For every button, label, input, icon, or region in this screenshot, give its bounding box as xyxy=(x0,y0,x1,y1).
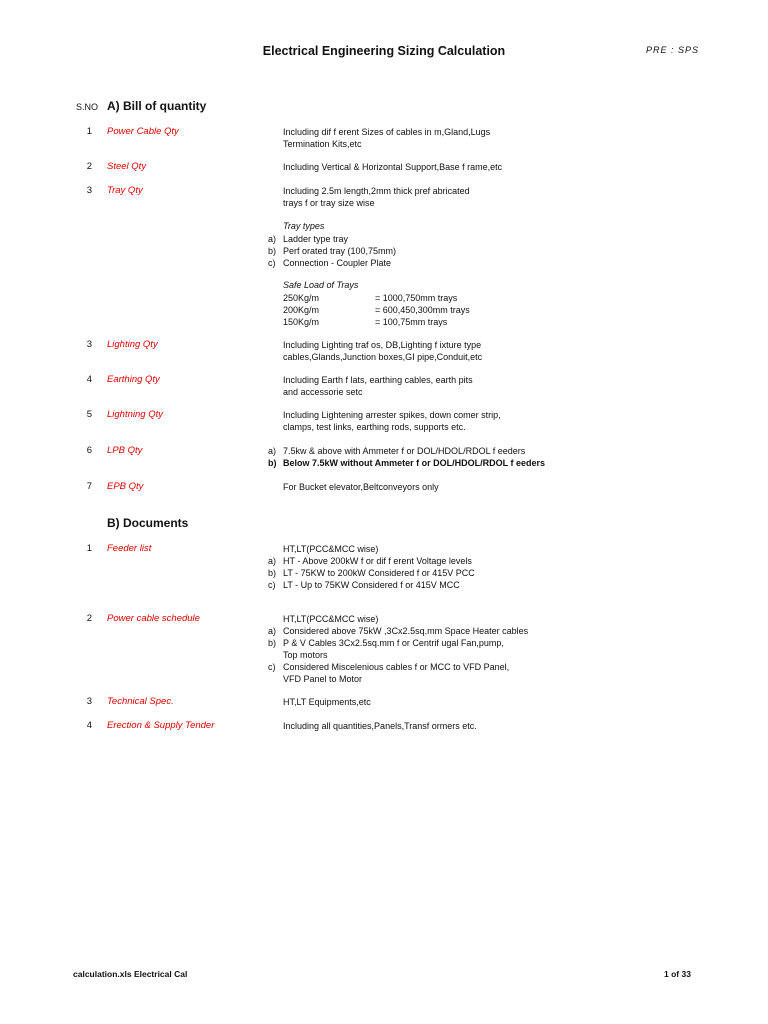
reference-code: PRE : SPS xyxy=(646,45,700,55)
item-name-lighting: Lighting Qty xyxy=(107,339,158,350)
doc-name-power-cable-schedule: Power cable schedule xyxy=(107,613,200,624)
page-title: Electrical Engineering Sizing Calculation xyxy=(262,44,506,58)
doc-number: 4 xyxy=(86,720,92,731)
footer-filename: calculation.xls Electrical Cal xyxy=(73,969,188,979)
footer-page-number: 1 of 33 xyxy=(664,969,691,979)
feeder-list: a) HT - Above 200kW f or dif f erent Voltage levels b) LT - 75KW to 200kW Considered f or 415V PCC c) LT - Up to 75KW Considered f or 415V MCC xyxy=(268,556,475,590)
tray-types-list: a) Ladder type tray b) Perf orated tray (100,75mm) c) Connection - Coupler Plate xyxy=(268,234,397,268)
doc-number: 2 xyxy=(86,613,92,624)
schedule-list: a) Considered above 75kW ,3Cx2.5sq.mm Space Heater cables b) P & V Cables 3Cx2.5sq.mm f or Centrif ugal Fan,pump, Top motors c) Considered Miscelenious cables f or MCC to VFD Panel, VFD Panel to Motor xyxy=(268,626,529,684)
item-name-tray: Tray Qty xyxy=(107,185,143,196)
sno-label: S.NO xyxy=(76,102,99,112)
safe-load-table: 250Kg/m = 1000,750mm trays 200Kg/m = 600,450,300mm trays 150Kg/m = 100,75mm trays xyxy=(283,293,470,327)
doc-number: 1 xyxy=(86,543,92,554)
item-number: 5 xyxy=(86,409,92,420)
item-name-lpb: LPB Qty xyxy=(107,445,143,456)
item-number: 3 xyxy=(86,185,92,196)
item-description: Including dif f erent Sizes of cables in m,Gland,Lugs Termination Kits,etc xyxy=(283,127,491,149)
item-name-power-cable: Power Cable Qty xyxy=(107,126,179,137)
item-name-earthing: Earthing Qty xyxy=(107,374,160,385)
doc-name-feeder-list: Feeder list xyxy=(107,543,152,554)
tray-types-heading: Tray types xyxy=(283,221,325,231)
item-description: Including Earth f lats, earthing cables, earth pits and accessorie setc xyxy=(283,375,473,397)
item-number: 2 xyxy=(86,161,92,172)
item-number: 3 xyxy=(86,339,92,350)
item-description: Including Lighting traf os, DB,Lighting f ixture type cables,Glands,Junction boxes,GI pipe,Conduit,etc xyxy=(283,340,483,362)
item-number: 7 xyxy=(86,481,92,492)
doc-description: Including all quantities,Panels,Transf ormers etc. xyxy=(283,721,477,731)
doc-description: HT,LT Equipments,etc xyxy=(283,697,371,707)
item-description: For Bucket elevator,Beltconveyors only xyxy=(283,482,439,492)
doc-intro: HT,LT(PCC&MCC wise) xyxy=(283,544,379,554)
section-a-heading: A) Bill of quantity xyxy=(107,99,207,113)
item-name-lightning: Lightning Qty xyxy=(107,409,163,420)
doc-number: 3 xyxy=(86,696,92,707)
item-name-steel: Steel Qty xyxy=(107,161,147,172)
item-description: Including 2.5m length,2mm thick pref abricated trays f or tray size wise xyxy=(283,186,470,208)
item-description: Including Lightening arrester spikes, down comer strip, clamps, test links, earthing rods, supports etc. xyxy=(283,410,501,432)
doc-name-technical-spec: Technical Spec. xyxy=(107,696,174,707)
lpb-list: a) 7.5kw & above with Ammeter f or DOL/HDOL/RDOL f eeders b) Below 7.5kW without Ammeter f or DOL/HDOL/RDOL f eeders xyxy=(268,446,546,468)
doc-name-erection-tender: Erection & Supply Tender xyxy=(107,720,215,731)
doc-intro: HT,LT(PCC&MCC wise) xyxy=(283,614,379,624)
item-description: Including Vertical & Horizontal Support,Base f rame,etc xyxy=(283,162,503,172)
safe-load-heading: Safe Load of Trays xyxy=(283,280,359,290)
item-name-epb: EPB Qty xyxy=(107,481,144,492)
item-number: 6 xyxy=(86,445,92,456)
section-b-heading: B) Documents xyxy=(107,516,189,530)
item-number: 4 xyxy=(86,374,92,385)
item-number: 1 xyxy=(86,126,92,137)
